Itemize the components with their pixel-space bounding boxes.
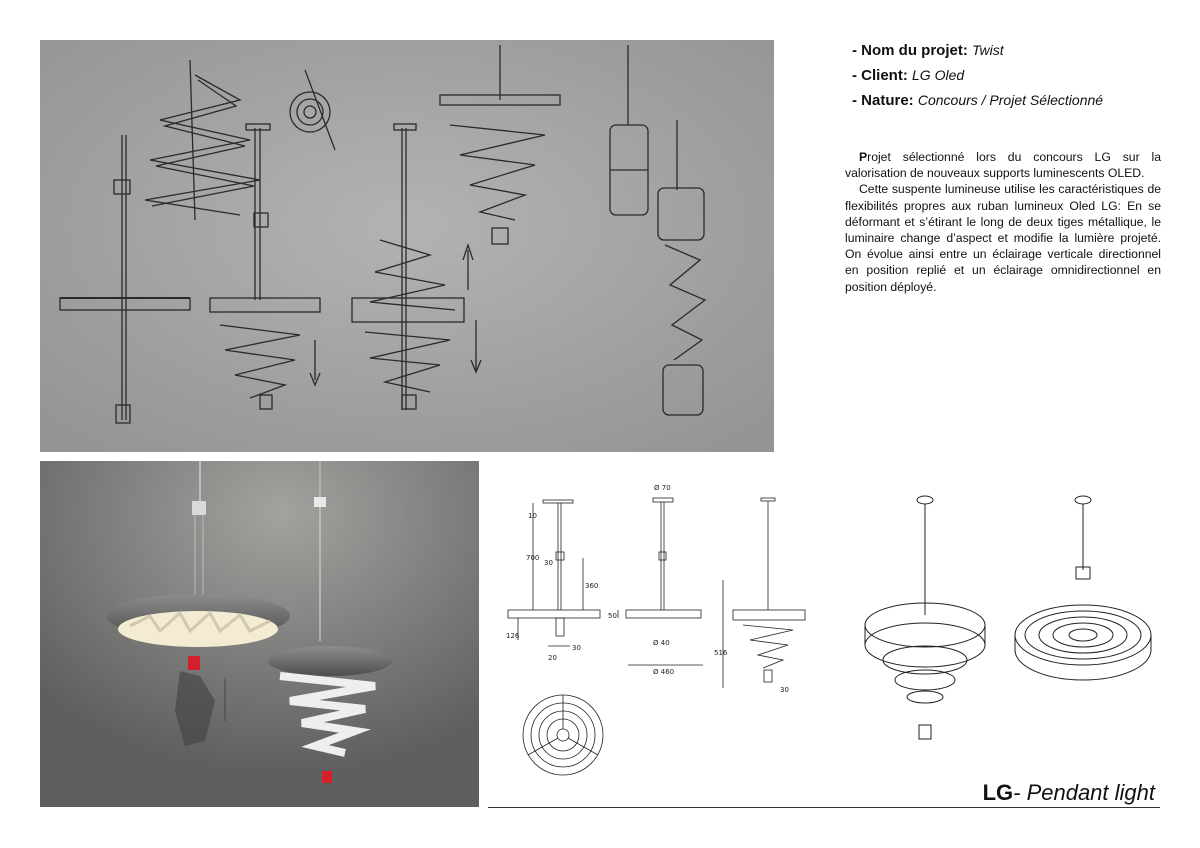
- sketch-image: [40, 40, 774, 452]
- description-paragraph-2: Cette suspente lumineuse utilise les caractéristiques de flexibilités propres aux ruban lumineux Oled LG: En se déformant et s’étirant le long de deux tiges métallique, le luminaire change d’aspect et modifie la lumière projeté. On évolue ainsi entre un éclairage verticale directionnel en position replié et un éclairage omnidirectionnel en position déployé.: [845, 182, 1161, 294]
- nature-value: Concours / Projet Sélectionné: [917, 92, 1104, 108]
- render-image: [40, 461, 479, 807]
- project-description: [845, 149, 1161, 295]
- description-p1-text: rojet sélectionné lors du concours LG sur la valorisation de nouveaux supports luminescents OLED.: [845, 150, 1161, 181]
- nature-line: [852, 88, 1172, 113]
- footer-divider: [488, 807, 1160, 808]
- dim-20: 20: [548, 654, 557, 662]
- client-line: [852, 63, 1172, 88]
- footer-title: [983, 780, 1155, 806]
- dim-10: 10: [528, 512, 537, 520]
- project-name-label: - Nom du projet:: [852, 42, 968, 59]
- dim-460: Ø 460: [653, 668, 675, 676]
- nature-label: - Nature:: [852, 92, 914, 109]
- description-paragraph-1: [845, 149, 1161, 181]
- description-initial: P: [859, 150, 868, 164]
- dim-516: 516: [714, 649, 728, 657]
- dim-30-b: 30: [572, 644, 581, 652]
- brand-name: LG: [982, 780, 1014, 805]
- client-value: LG Oled: [912, 67, 965, 83]
- dim-360: 360: [585, 582, 599, 590]
- client-label: - Client:: [852, 67, 908, 84]
- dim-30-a: 30: [544, 559, 553, 567]
- dim-126: 126: [506, 632, 520, 640]
- isometric-views: [850, 485, 1190, 755]
- product-name: - Pendant light: [1013, 780, 1155, 805]
- dim-30-c: 30: [780, 686, 789, 694]
- project-name-value: Twist: [972, 42, 1004, 58]
- dim-700: 700: [526, 554, 540, 562]
- dim-70: Ø 70: [654, 484, 671, 492]
- project-name-line: [852, 38, 1172, 63]
- dim-50: 50: [608, 612, 617, 620]
- project-info: [852, 38, 1172, 113]
- dim-40: Ø 40: [653, 639, 670, 647]
